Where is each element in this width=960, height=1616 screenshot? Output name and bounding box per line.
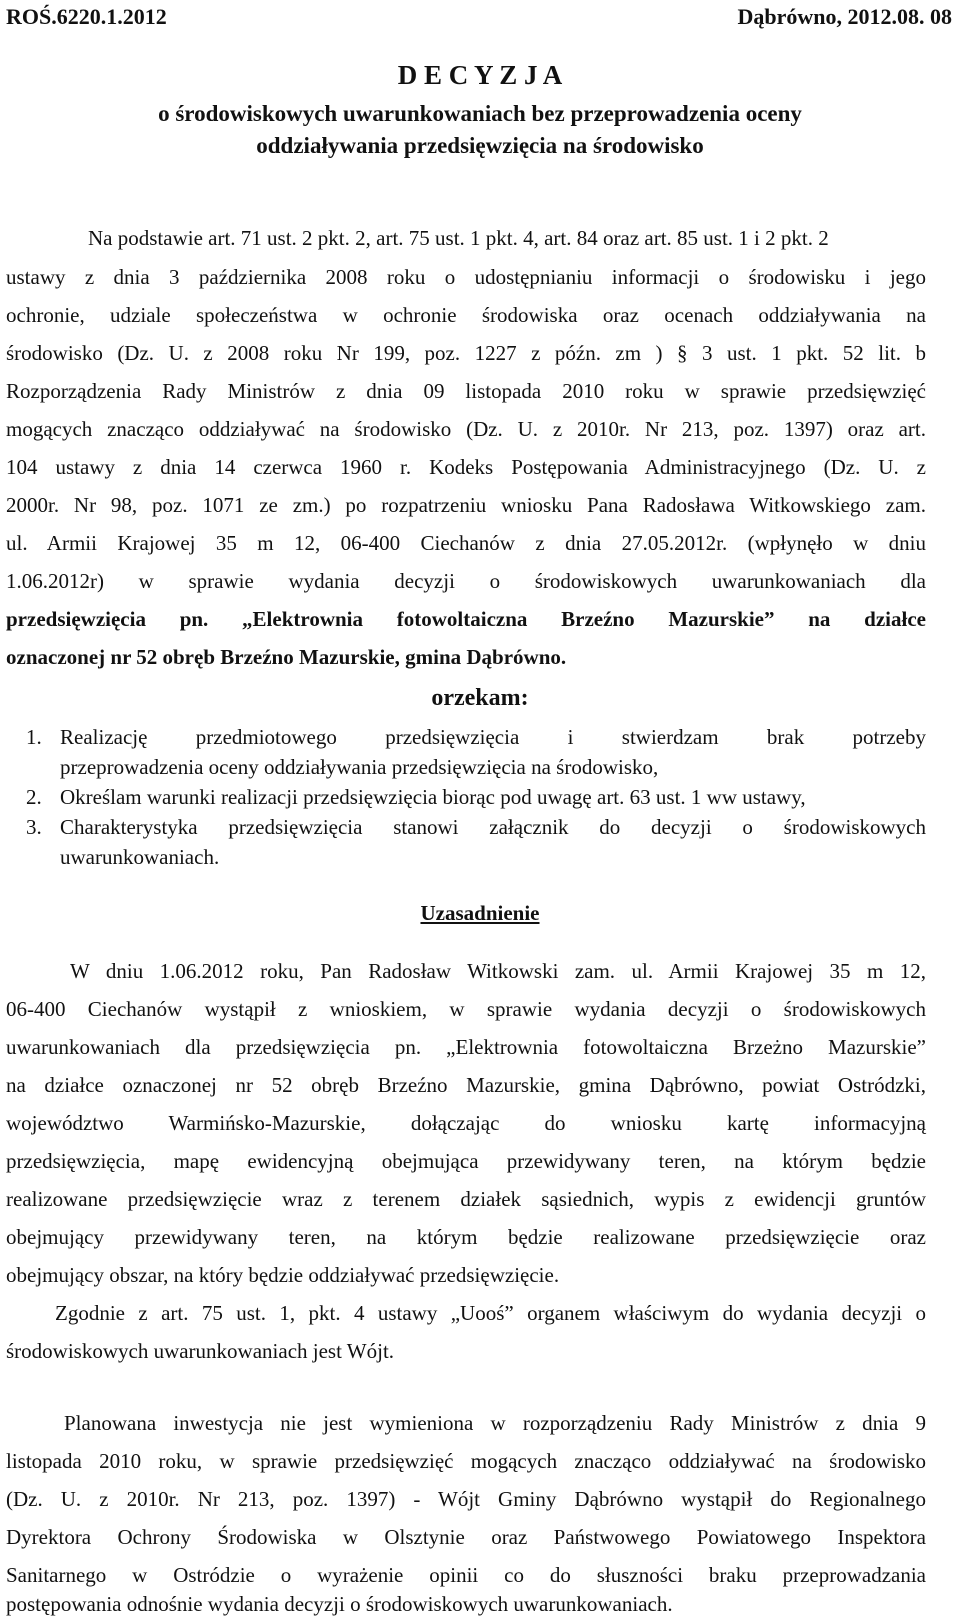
document-reference: ROŚ.6220.1.2012 xyxy=(6,4,167,29)
justification-line: listopada 2010 roku, w sprawie przedsięwzięć mogących znacząco oddziaływać na środowisko xyxy=(6,1449,926,1473)
place-and-date: Dąbrówno, 2012.08. 08 xyxy=(737,4,952,29)
intro-line: 2000r. Nr 98, poz. 1071 ze zm.) po rozpatrzeniu wniosku Pana Radosława Witkowskiego zam. xyxy=(6,493,926,517)
decision-heading: D E C Y Z J A xyxy=(397,60,563,90)
intro-line-project-name: przedsięwzięcia pn. „Elektrownia fotowoltaiczna Brzeźno Mazurskie” na działce xyxy=(6,607,926,631)
ruling-item-text-cont: uwarunkowaniach. xyxy=(60,845,220,869)
intro-first-line: Na podstawie art. 71 ust. 2 pkt. 2, art. 75 ust. 1 pkt. 4, art. 84 oraz art. 85 ust. 1 i 2 pkt. 2 xyxy=(88,226,829,250)
justification-line: Planowana inwestycja nie jest wymieniona w rozporządzeniu Rady Ministrów z dnia 9 xyxy=(64,1411,926,1435)
ruling-item-text: Realizację przedmiotowego przedsięwzięcia i stwierdzam brak potrzeby xyxy=(60,725,926,749)
ruling-heading: orzekam: xyxy=(431,685,529,711)
decision-subtitle-line-2: oddziaływania przedsięwzięcia na środowisko xyxy=(256,133,704,158)
intro-line: Rozporządzenia Rady Ministrów z dnia 09 listopada 2010 roku w sprawie przedsięwzięć xyxy=(6,379,926,403)
justification-line: województwo Warmińsko-Mazurskie, dołączając do wniosku kartę informacyjną xyxy=(6,1111,926,1135)
intro-line: środowisko (Dz. U. z 2008 roku Nr 199, poz. 1227 z późn. zm ) § 3 ust. 1 pkt. 52 lit. b xyxy=(6,341,926,365)
intro-line: ul. Armii Krajowej 35 m 12, 06-400 Ciechanów z dnia 27.05.2012r. (wpłynęło w dniu xyxy=(6,531,926,555)
justification-line: uwarunkowaniach dla przedsięwzięcia pn. „Elektrownia fotowoltaiczna Brzeżno Mazurskie” xyxy=(6,1035,926,1059)
intro-line: 1.06.2012r) w sprawie wydania decyzji o środowiskowych uwarunkowaniach dla xyxy=(6,569,926,593)
justification-line: na działce oznaczonej nr 52 obręb Brzeźno Mazurskie, gmina Dąbrówno, powiat Ostródzki, xyxy=(6,1073,926,1097)
intro-line: mogących znacząco oddziaływać na środowisko (Dz. U. z 2010r. Nr 213, poz. 1397) oraz art. xyxy=(6,417,926,441)
justification-line: środowiskowych uwarunkowaniach jest Wójt. xyxy=(6,1339,395,1363)
justification-line: 06-400 Ciechanów wystąpił z wnioskiem, w sprawie wydania decyzji o środowiskowych xyxy=(6,997,926,1021)
intro-line: ustawy z dnia 3 października 2008 roku o udostępnianiu informacji o środowisku i jego xyxy=(6,265,926,289)
ruling-item-text: Charakterystyka przedsięwzięcia stanowi załącznik do decyzji o środowiskowych xyxy=(60,815,926,839)
ruling-item-number: 1. xyxy=(26,725,42,749)
justification-heading: Uzasadnienie xyxy=(420,901,540,925)
justification-line: obejmujący przewidywany teren, na którym będzie realizowane przedsięwzięcie oraz xyxy=(6,1225,926,1249)
ruling-item-number: 3. xyxy=(26,815,42,839)
justification-line: W dniu 1.06.2012 roku, Pan Radosław Witkowski zam. ul. Armii Krajowej 35 m 12, xyxy=(70,959,926,983)
justification-line: obejmujący obszar, na który będzie oddziaływać przedsięwzięcie. xyxy=(6,1263,560,1287)
justification-line: (Dz. U. z 2010r. Nr 213, poz. 1397) - Wójt Gminy Dąbrówno wystąpił do Regionalnego xyxy=(6,1487,926,1511)
justification-line: Sanitarnego w Ostródzie o wyrażenie opinii co do słuszności braku przeprowadzania xyxy=(6,1563,926,1587)
intro-line: 104 ustawy z dnia 14 czerwca 1960 r. Kodeks Postępowania Administracyjnego (Dz. U. z xyxy=(6,455,926,479)
decision-subtitle-line-1: o środowiskowych uwarunkowaniach bez przeprowadzenia oceny xyxy=(158,101,802,126)
ruling-item-text: Określam warunki realizacji przedsięwzięcia biorąc pod uwagę art. 63 ust. 1 ww ustawy, xyxy=(60,785,806,809)
ruling-item-number: 2. xyxy=(26,785,42,809)
intro-line: ochronie, udziale społeczeństwa w ochronie środowiska oraz ocenach oddziaływania na xyxy=(6,303,926,327)
justification-line: realizowane przedsięwzięcie wraz z terenem działek sąsiednich, wypis z ewidencji gruntów xyxy=(6,1187,926,1211)
justification-line: Zgodnie z art. 75 ust. 1, pkt. 4 ustawy „Uooś” organem właściwym do wydania decyzji o xyxy=(55,1301,926,1325)
ruling-item-text-cont: przeprowadzenia oceny oddziaływania przedsięwzięcia na środowisko, xyxy=(60,755,659,779)
justification-line: przedsięwzięcia, mapę ewidencyjną obejmująca przewidywany teren, na którym będzie xyxy=(6,1149,926,1173)
justification-line: Dyrektora Ochrony Środowiska w Olsztynie oraz Państwowego Powiatowego Inspektora xyxy=(6,1525,926,1549)
intro-line-plot: oznaczonej nr 52 obręb Brzeźno Mazurskie, gmina Dąbrówno. xyxy=(6,645,567,669)
justification-line: postępowania odnośnie wydania decyzji o środowiskowych uwarunkowaniach. xyxy=(6,1592,673,1616)
